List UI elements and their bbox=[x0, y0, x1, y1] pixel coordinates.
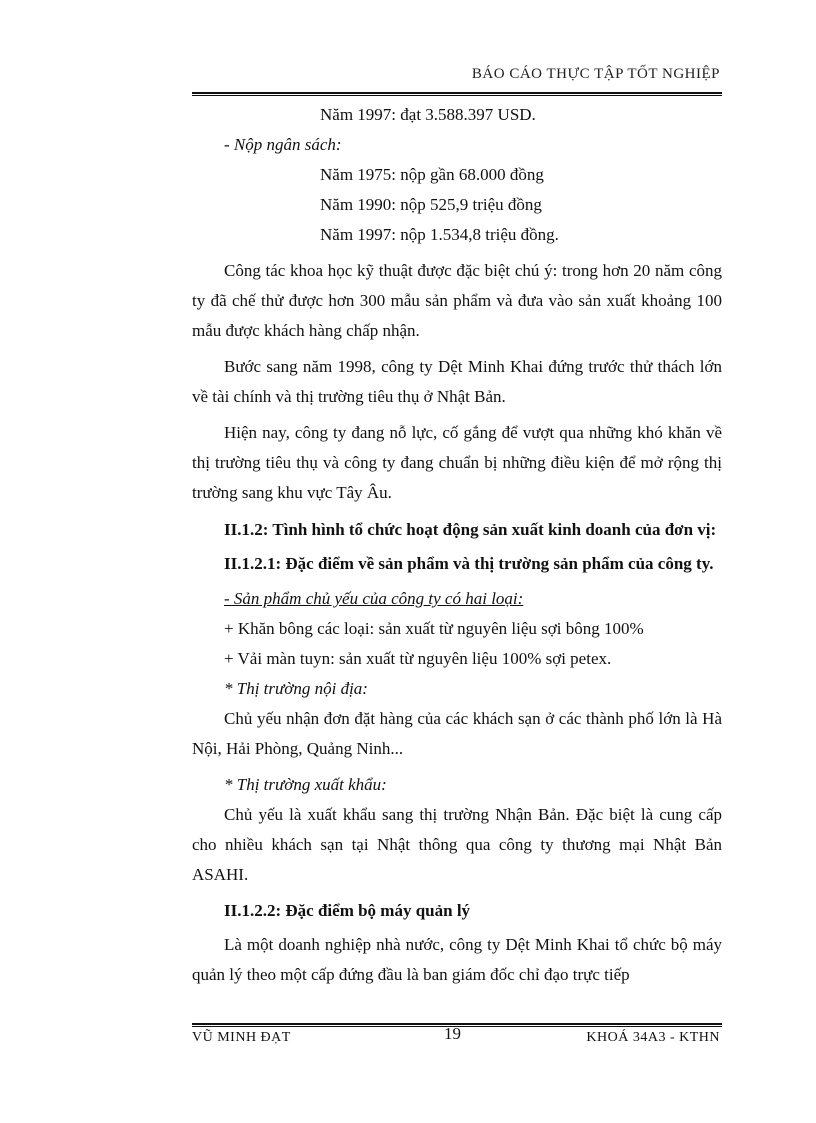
page-header-title: BÁO CÁO THỰC TẬP TỐT NGHIỆP bbox=[471, 66, 720, 82]
budget-label: - Nộp ngân sách: bbox=[224, 135, 342, 154]
year-1998-paragraph: Bước sang năm 1998, công ty Dệt Minh Khai đứng trước thử thách lớn về tài chính và thị trường tiêu thụ ở Nhật Bản. bbox=[192, 357, 722, 406]
budget-1975-line: Năm 1975: nộp gần 68.000 đồng bbox=[320, 165, 544, 184]
section-heading-112: II.1.2: Tình hình tổ chức hoạt động sản xuất kinh doanh của đơn vị: bbox=[224, 520, 717, 539]
section-heading-1121: II.1.2.1: Đặc điểm về sản phẩm và thị trường sản phẩm của công ty. bbox=[224, 554, 714, 573]
export-1997-line: Năm 1997: đạt 3.588.397 USD. bbox=[320, 105, 536, 124]
budget-1997-line: Năm 1997: nộp 1.534,8 triệu đồng. bbox=[320, 225, 559, 244]
header-rule-thin bbox=[192, 95, 722, 96]
science-paragraph: Công tác khoa học kỹ thuật được đặc biệt chú ý: trong hơn 20 năm công ty đã chế thử được hơn 300 mẫu sản phẩm và đưa vào sản xuất khoảng 100 mẫu được khách hàng chấp nhận. bbox=[192, 261, 722, 340]
footer-author: VŨ MINH ĐẠT bbox=[192, 1030, 291, 1045]
domestic-market-text: Chủ yếu nhận đơn đặt hàng của các khách sạn ở các thành phố lớn là Hà Nội, Hải Phòng, Quảng Ninh... bbox=[192, 709, 722, 758]
domestic-market-label: * Thị trường nội địa: bbox=[224, 679, 368, 698]
product-item-towels: + Khăn bông các loại: sản xuất từ nguyên liệu sợi bông 100% bbox=[224, 619, 644, 638]
header-rule bbox=[192, 92, 722, 94]
page-number: 19 bbox=[444, 1024, 461, 1043]
current-efforts-paragraph: Hiện nay, công ty đang nỗ lực, cố gắng để vượt qua những khó khăn về thị trường tiêu thụ và công ty đang chuẩn bị những điều kiện để mở rộng thị trường sang khu vực Tây Âu. bbox=[192, 423, 722, 502]
export-market-label: * Thị trường xuất khẩu: bbox=[224, 775, 387, 794]
export-market-text: Chủ yếu là xuất khẩu sang thị trường Nhận Bản. Đặc biệt là cung cấp cho nhiều khách sạn tại Nhật thông qua công ty thương mại Nhật Bản ASAHI. bbox=[192, 805, 722, 884]
product-item-netting: + Vải màn tuyn: sản xuất từ nguyên liệu 100% sợi petex. bbox=[224, 649, 612, 668]
budget-1990-line: Năm 1990: nộp 525,9 triệu đồng bbox=[320, 195, 542, 214]
management-paragraph: Là một doanh nghiệp nhà nước, công ty Dệt Minh Khai tổ chức bộ máy quản lý theo một cấp đứng đầu là ban giám đốc chỉ đạo trực tiếp bbox=[192, 935, 722, 984]
products-label: - Sản phẩm chủ yếu của công ty có hai loại: bbox=[224, 589, 524, 608]
footer-class: KHOÁ 34A3 - KTHN bbox=[586, 1030, 720, 1045]
page-body bbox=[192, 100, 722, 996]
section-heading-1122: II.1.2.2: Đặc điểm bộ máy quản lý bbox=[224, 901, 471, 920]
